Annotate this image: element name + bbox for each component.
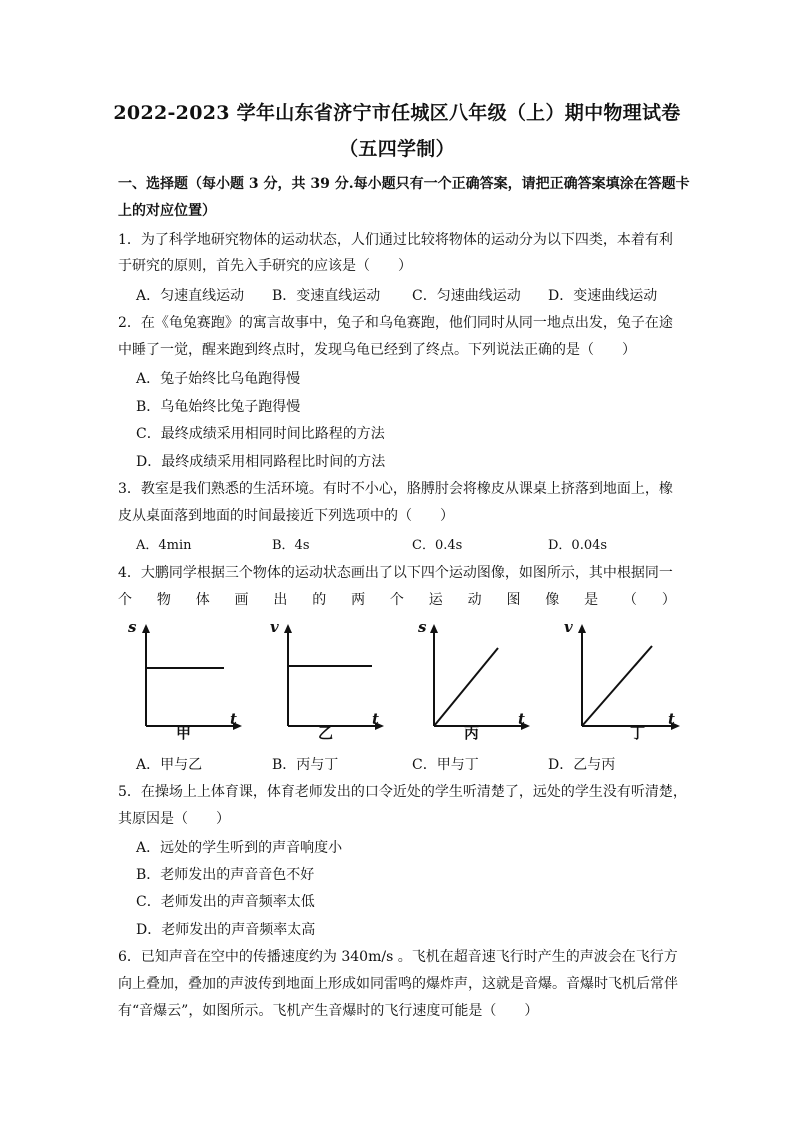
q1-option-b[interactable]: B．变速直线运动 — [272, 288, 381, 304]
q2-option-a[interactable]: A．兔子始终比乌龟跑得慢 — [136, 371, 301, 387]
graph-ding-x-axis: t — [668, 710, 675, 728]
q4-word: 体 — [195, 592, 210, 608]
graph-jia — [118, 618, 248, 748]
graph-bing-label: 丙 — [464, 724, 480, 742]
section-heading-line1: 一、选择题（每小题 3 分，共 39 分.每小题只有一个正确答案，请把正确答案填涂在答题卡 — [118, 176, 690, 192]
q3-text-line2: 皮从桌面落到地面的时间最接近下列选项中的（ ） — [118, 508, 454, 524]
q5-option-b[interactable]: B．老师发出的声音音色不好 — [136, 867, 315, 883]
q1-option-a[interactable]: A．匀速直线运动 — [136, 288, 245, 304]
graph-bing-x-axis: t — [518, 710, 525, 728]
q4-word: 的 — [312, 592, 327, 608]
exam-subtitle: （五四学制） — [339, 138, 455, 160]
q4-word: 画 — [234, 592, 249, 608]
q3-option-c[interactable]: C．0.4s — [412, 538, 463, 553]
q4-option-c[interactable]: C．甲与丁 — [412, 757, 479, 773]
graph-ding-y-axis: v — [564, 618, 573, 636]
graph-yi-x-axis: t — [372, 710, 379, 728]
graph-jia-label: 甲 — [176, 724, 192, 742]
q4-word: 图 — [506, 592, 521, 608]
q6-text-line2: 向上叠加，叠加的声波传到地面上形成如同雷鸣的爆炸声，这就是音爆。音爆时飞机后常伴 — [118, 976, 678, 992]
graph-ding — [556, 618, 686, 748]
q5-option-d[interactable]: D．老师发出的声音频率太高 — [136, 922, 316, 938]
q4-word: 个 — [389, 592, 404, 608]
graph-ding-label: 丁 — [630, 724, 646, 742]
q4-word: 运 — [428, 592, 443, 608]
q5-text-line2: 其原因是（ ） — [118, 811, 230, 827]
q1-text-line2: 于研究的原则，首先入手研究的应该是（ ） — [118, 258, 412, 274]
q1-option-d[interactable]: D．变速曲线运动 — [548, 288, 658, 304]
q5-option-c[interactable]: C．老师发出的声音频率太低 — [136, 894, 315, 910]
graph-yi-y-axis: v — [270, 618, 279, 636]
q4-word: 像 — [545, 592, 560, 608]
q2-option-d[interactable]: D．最终成绩采用相同路程比时间的方法 — [136, 454, 386, 470]
q4-text-line2 — [118, 590, 676, 610]
q2-option-c[interactable]: C．最终成绩采用相同时间比路程的方法 — [136, 426, 385, 442]
q6-text-line3: 有“音爆云”，如图所示。飞机产生音爆时的飞行速度可能是（ ） — [118, 1003, 539, 1019]
q2-text-line1: 2．在《龟兔赛跑》的寓言故事中，兔子和乌龟赛跑，他们同时从同一地点出发，兔子在途 — [118, 315, 673, 331]
graph-jia-y-axis: s — [128, 618, 137, 636]
q4-word: 个 — [118, 592, 132, 608]
q3-option-d[interactable]: D．0.04s — [548, 538, 608, 553]
exam-title: 2022-2023 学年山东省济宁市任城区八年级（上）期中物理试卷 — [113, 102, 681, 124]
q4-word: 两 — [351, 592, 366, 608]
q4-word: ） — [661, 592, 676, 608]
q2-option-b[interactable]: B．乌龟始终比兔子跑得慢 — [136, 399, 301, 415]
q4-word: 是 — [584, 592, 599, 608]
q5-option-a[interactable]: A．远处的学生听到的声音响度小 — [136, 840, 343, 856]
graph-yi — [262, 618, 392, 748]
q4-option-a[interactable]: A．甲与乙 — [136, 757, 203, 773]
q1-text-line1: 1．为了科学地研究物体的运动状态，人们通过比较将物体的运动分为以下四类，本着有利 — [118, 232, 673, 248]
q1-option-c[interactable]: C．匀速曲线运动 — [412, 288, 521, 304]
graph-yi-label: 乙 — [318, 724, 334, 742]
q3-option-b[interactable]: B．4s — [272, 538, 310, 553]
q5-text-line1: 5．在操场上上体育课，体育老师发出的口令近处的学生听清楚了，远处的学生没有听清楚， — [118, 784, 687, 800]
graph-jia-x-axis: t — [230, 710, 237, 728]
q4-option-b[interactable]: B．丙与丁 — [272, 757, 339, 773]
q4-word: 出 — [273, 592, 288, 608]
q3-text-line1: 3．教室是我们熟悉的生活环境。有时不小心，胳膊肘会将橡皮从课桌上挤落到地面上，橡 — [118, 481, 673, 497]
q4-word: 物 — [156, 592, 171, 608]
q3-option-a[interactable]: A．4min — [136, 538, 192, 553]
q2-text-line2: 中睡了一觉，醒来跑到终点时，发现乌龟已经到了终点。下列说法正确的是（ ） — [118, 342, 636, 358]
q6-text-line1: 6．已知声音在空中的传播速度约为 340m/s 。飞机在超音速飞行时产生的声波会在飞行方 — [118, 949, 678, 965]
q4-option-d[interactable]: D．乙与丙 — [548, 757, 616, 773]
q4-text-line1: 4．大鹏同学根据三个物体的运动状态画出了以下四个运动图像，如图所示，其中根据同一 — [118, 565, 673, 581]
graph-bing — [408, 618, 538, 748]
q4-word: 动 — [467, 592, 482, 608]
q4-word: （ — [622, 592, 637, 608]
graph-bing-y-axis: s — [418, 618, 427, 636]
section-heading-line2: 上的对应位置） — [118, 203, 216, 219]
